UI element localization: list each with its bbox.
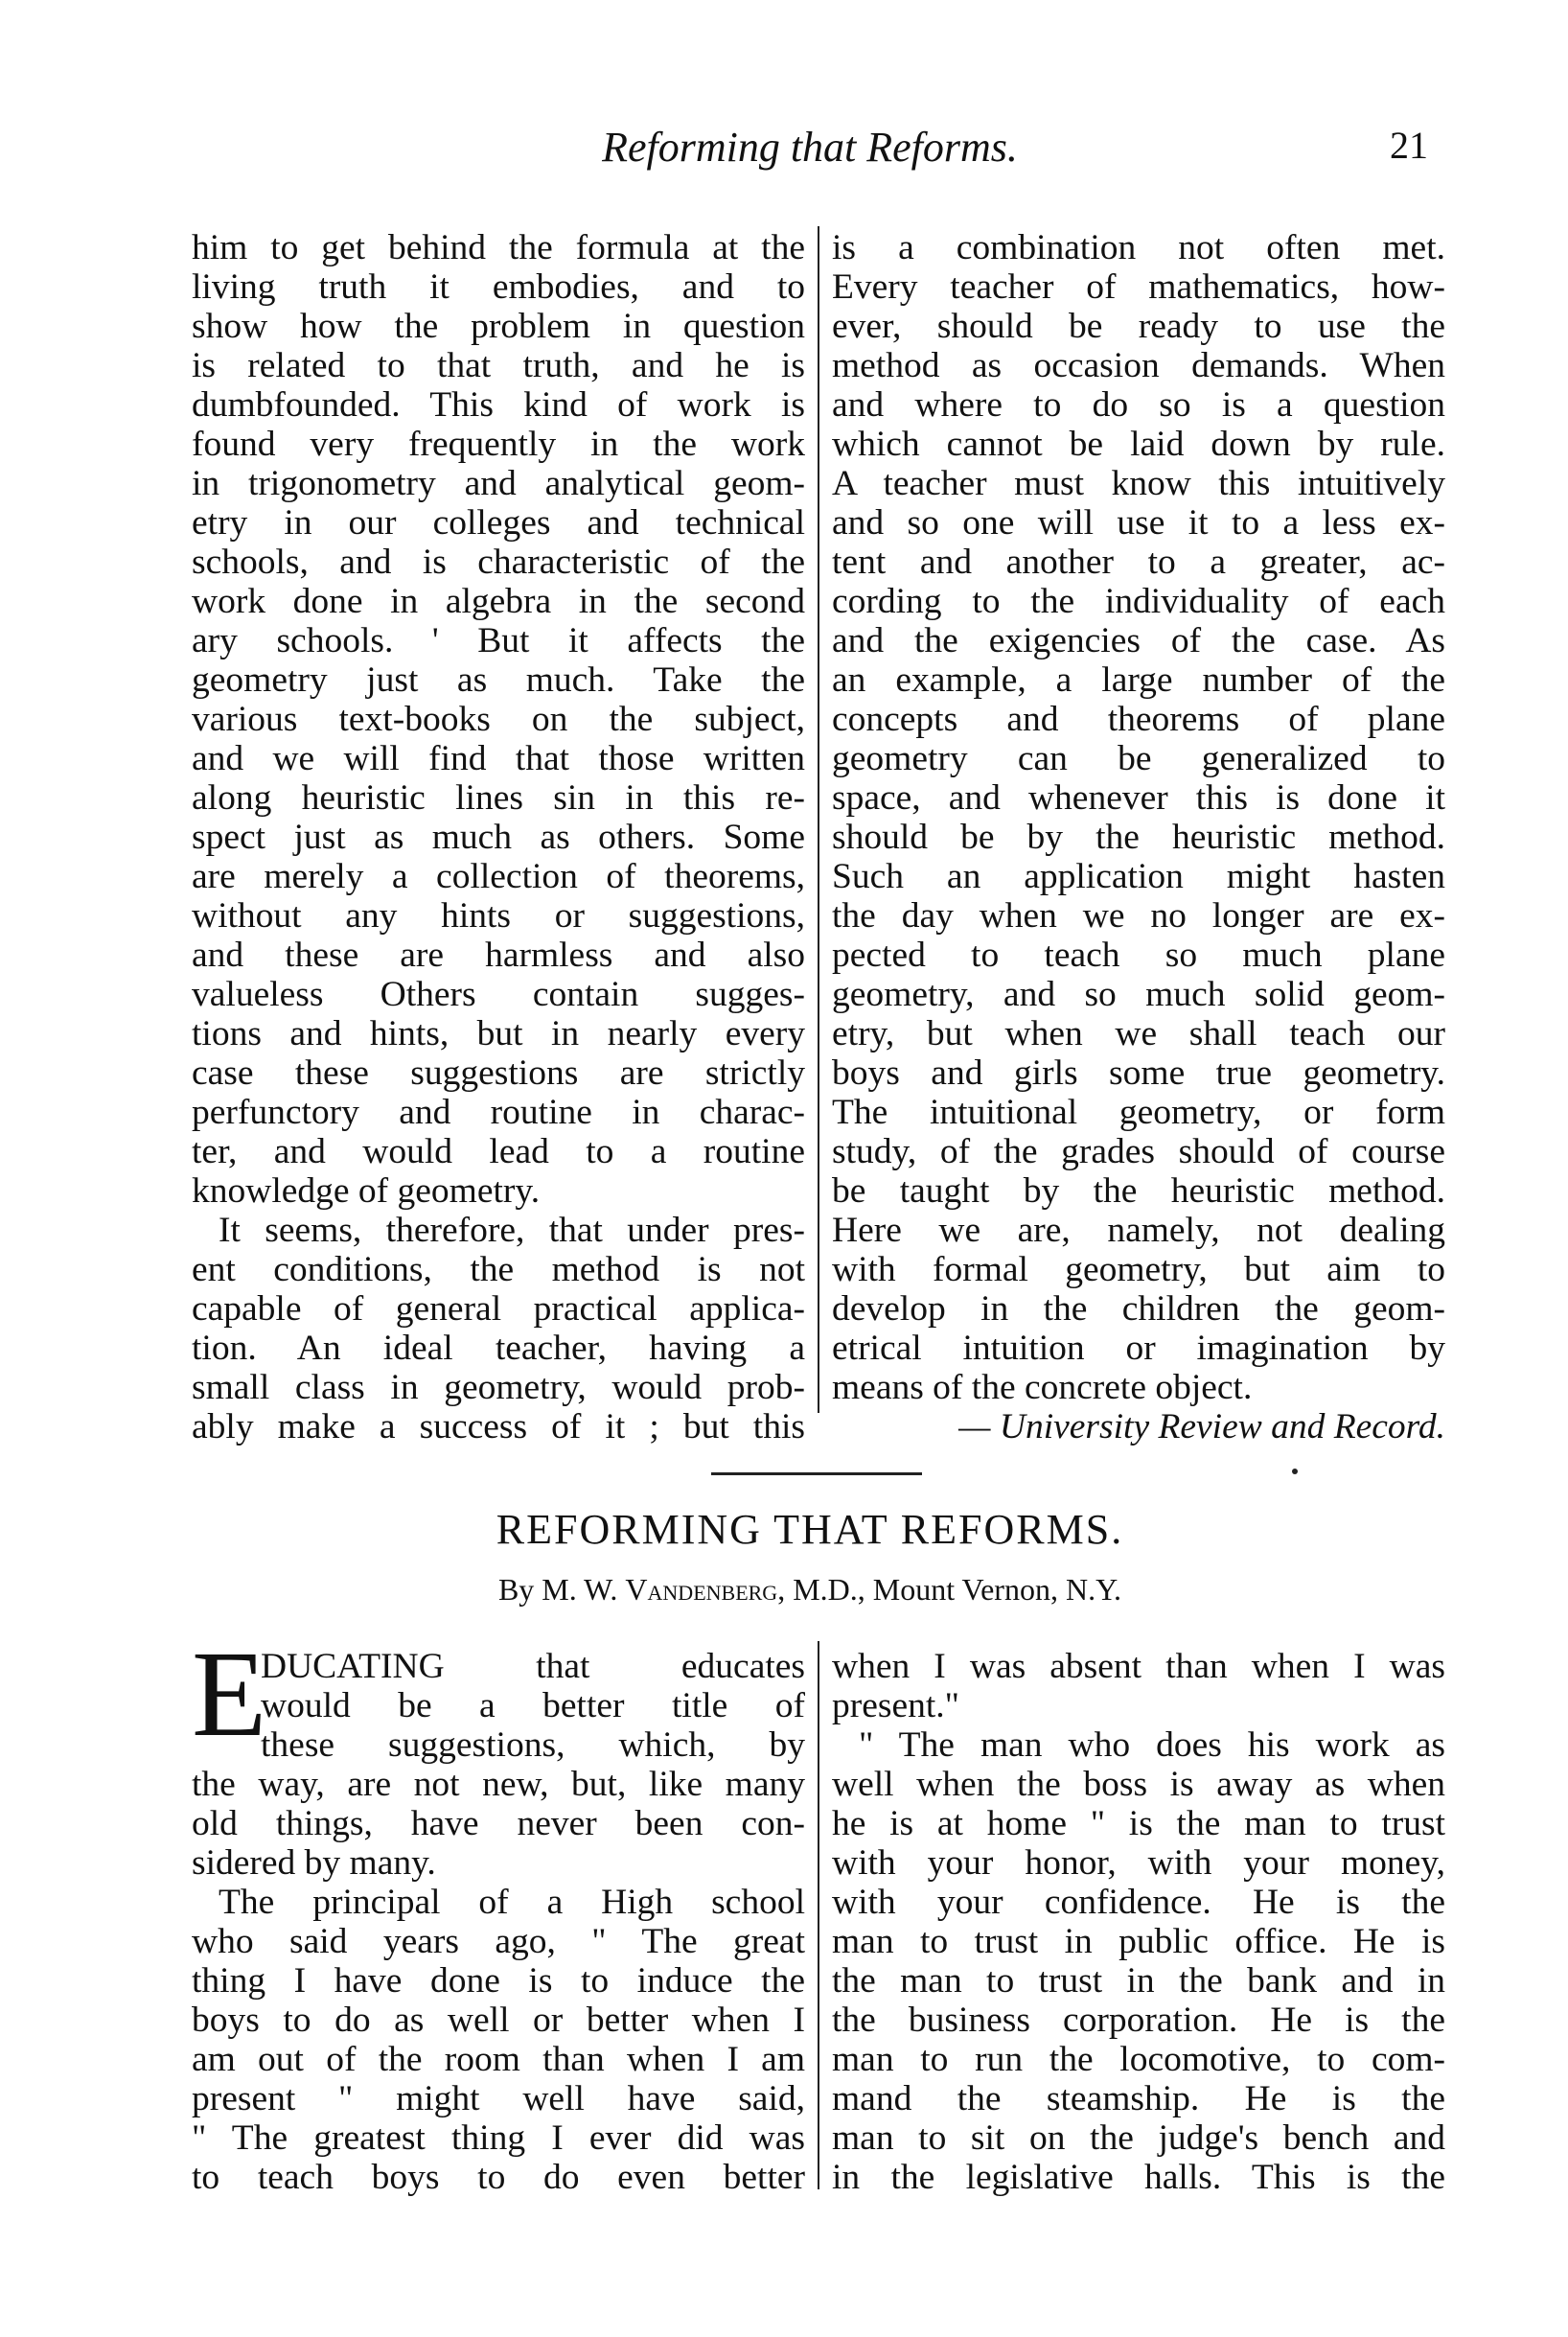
text-line: is related to that truth, and he is — [192, 346, 805, 385]
text-line: the day when we no longer are ex- — [832, 896, 1445, 936]
text-line: valueless Others contain sugges- — [192, 975, 805, 1014]
text-line: knowledge of geometry. — [192, 1171, 541, 1211]
byline — [192, 1572, 1428, 1608]
text-line: It seems, therefore, that under pres- — [219, 1211, 805, 1250]
text-line: which cannot be laid down by rule. — [832, 425, 1445, 464]
text-line: geometry can be generalized to — [832, 739, 1445, 778]
text-line: cording to the individuality of each — [832, 582, 1445, 621]
text-line: ary schools. ' But it affects the — [192, 621, 805, 660]
text-line: boys and girls some true geometry. — [832, 1053, 1445, 1093]
text-line: Here we are, namely, not dealing — [832, 1211, 1445, 1250]
attribution: — University Review and Record. — [958, 1407, 1445, 1446]
text-line: and the exigencies of the case. As — [832, 621, 1445, 660]
text-line: in trigonometry and analytical geom- — [192, 464, 805, 503]
section-divider — [711, 1472, 922, 1475]
text-line: present." — [832, 1686, 959, 1725]
text-line: should be by the heuristic method. — [832, 818, 1445, 857]
text-line: tion. An ideal teacher, having a — [192, 1329, 805, 1368]
running-title: Reforming that Reforms. — [602, 124, 1018, 171]
bottom-left-column — [192, 1647, 805, 2197]
text-line: in the legislative halls. This is the — [832, 2158, 1445, 2197]
text-line: Every teacher of mathematics, how- — [832, 267, 1445, 307]
text-line: living truth it embodies, and to — [192, 267, 805, 307]
text-line: is a combination not often met. — [832, 228, 1445, 267]
bottom-right-column — [832, 1647, 1445, 2197]
byline-suffix: , M.D., Mount Vernon, N.Y. — [777, 1572, 1122, 1607]
text-line: perfunctory and routine in charac- — [192, 1093, 805, 1132]
text-line: with your confidence. He is the — [832, 1883, 1445, 1922]
text-line: old things, have never been con- — [192, 1804, 805, 1843]
text-line: method as occasion demands. When — [832, 346, 1445, 385]
text-line: these suggestions, which, by — [261, 1725, 805, 1765]
text-line: The principal of a High school — [219, 1883, 805, 1922]
text-line: pected to teach so much plane — [832, 936, 1445, 975]
text-line: small class in geometry, would prob- — [192, 1368, 805, 1407]
text-line: ent conditions, the method is not — [192, 1250, 805, 1289]
text-line: mand the steamship. He is the — [832, 2079, 1445, 2118]
text-line: man to trust in public office. He is — [832, 1922, 1445, 1961]
text-line: ever, should be ready to use the — [832, 307, 1445, 346]
text-line: work done in algebra in the second — [192, 582, 805, 621]
text-line: present " might well have said, — [192, 2079, 805, 2118]
text-line: and so one will use it to a less ex- — [832, 503, 1445, 543]
text-line: he is at home " is the man to trust — [832, 1804, 1445, 1843]
running-head — [192, 123, 1428, 180]
text-line: tions and hints, but in nearly every — [192, 1014, 805, 1053]
column-rule-bottom — [818, 1641, 819, 2189]
text-line: various text-books on the subject, — [192, 700, 805, 739]
text-line: am out of the room than when I am — [192, 2040, 805, 2079]
text-line: sidered by many. — [192, 1843, 436, 1883]
text-line: " The man who does his work as — [859, 1725, 1445, 1765]
text-line: an example, a large number of the — [832, 660, 1445, 700]
article-title: REFORMING THAT REFORMS. — [496, 1506, 1124, 1553]
text-line: show how the problem in question — [192, 307, 805, 346]
text-line: found very frequently in the work — [192, 425, 805, 464]
column-rule-top — [818, 226, 819, 1413]
text-line: boys to do as well or better when I — [192, 2001, 805, 2040]
text-line: to teach boys to do even better — [192, 2158, 805, 2197]
text-line: with formal geometry, but aim to — [832, 1250, 1445, 1289]
text-line: ably make a success of it ; but this — [192, 1407, 805, 1446]
text-line: The intuitional geometry, or form — [832, 1093, 1445, 1132]
text-line: the business corporation. He is the — [832, 2001, 1445, 2040]
text-line: without any hints or suggestions, — [192, 896, 805, 936]
text-line: develop in the children the geom- — [832, 1289, 1445, 1329]
text-line: are merely a collection of theorems, — [192, 857, 805, 896]
text-line: etry in our colleges and technical — [192, 503, 805, 543]
byline-author: Vandenberg — [625, 1572, 778, 1607]
text-line: case these suggestions are strictly — [192, 1053, 805, 1093]
text-line: and we will find that those written — [192, 739, 805, 778]
text-line: thing I have done is to induce the — [192, 1961, 805, 2001]
text-line: who said years ago, " The great — [192, 1922, 805, 1961]
text-line: means of the concrete object. — [832, 1368, 1253, 1407]
text-line: man to run the locomotive, to com- — [832, 2040, 1445, 2079]
text-line: ter, and would lead to a routine — [192, 1132, 805, 1171]
divider-dot — [1292, 1469, 1298, 1474]
text-line: along heuristic lines sin in this re- — [192, 778, 805, 818]
text-line: dumbfounded. This kind of work is — [192, 385, 805, 425]
text-line: and these are harmless and also — [192, 936, 805, 975]
text-line: the way, are not new, but, like many — [192, 1765, 805, 1804]
text-line: when I was absent than when I was — [832, 1647, 1445, 1686]
top-right-column — [832, 228, 1445, 1446]
text-line: etrical intuition or imagination by — [832, 1329, 1445, 1368]
text-line: tent and another to a greater, ac- — [832, 543, 1445, 582]
page-number: 21 — [1390, 124, 1428, 167]
text-line: space, and whenever this is done it — [832, 778, 1445, 818]
text-line: Such an application might hasten — [832, 857, 1445, 896]
text-line: be taught by the heuristic method. — [832, 1171, 1445, 1211]
text-line: the man to trust in the bank and in — [832, 1961, 1445, 2001]
text-line: study, of the grades should of course — [832, 1132, 1445, 1171]
byline-prefix: By M. W. — [497, 1572, 626, 1607]
text-line: etry, but when we shall teach our — [832, 1014, 1445, 1053]
text-line: man to sit on the judge's bench and — [832, 2118, 1445, 2158]
text-line: would be a better title of — [261, 1686, 805, 1725]
text-line: DUCATING that educates — [261, 1647, 805, 1686]
text-line: geometry just as much. Take the — [192, 660, 805, 700]
top-left-column — [192, 228, 805, 1446]
text-line: him to get behind the formula at the — [192, 228, 805, 267]
drop-cap: E — [192, 1626, 267, 1762]
text-line: spect just as much as others. Some — [192, 818, 805, 857]
text-line: capable of general practical applica- — [192, 1289, 805, 1329]
text-line: geometry, and so much solid geom- — [832, 975, 1445, 1014]
text-line: with your honor, with your money, — [832, 1843, 1445, 1883]
text-line: schools, and is characteristic of the — [192, 543, 805, 582]
text-line: A teacher must know this intuitively — [832, 464, 1445, 503]
text-line: and where to do so is a question — [832, 385, 1445, 425]
text-line: concepts and theorems of plane — [832, 700, 1445, 739]
text-line: well when the boss is away as when — [832, 1765, 1445, 1804]
text-line: " The greatest thing I ever did was — [192, 2118, 805, 2158]
